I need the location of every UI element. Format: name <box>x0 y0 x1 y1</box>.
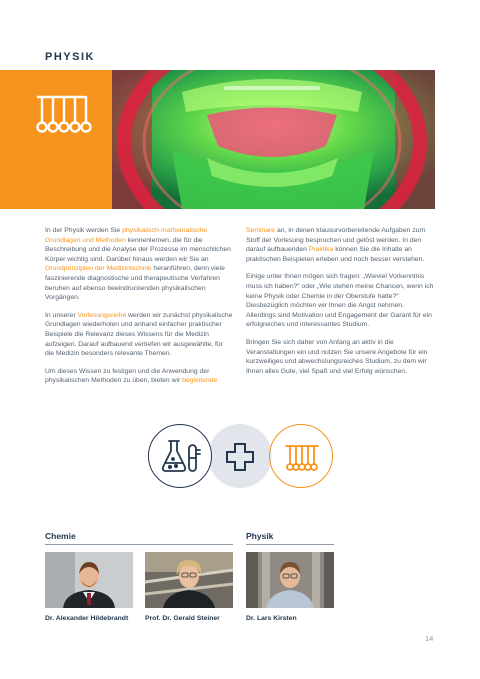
paragraph <box>45 226 233 303</box>
section-divider <box>246 544 334 545</box>
text-run: kennenlernen, die für die Beschreibung und die Analyse der Prozesse im menschlichen Körper wichtig sind. Darüber hinaus werden wir Sie an <box>45 236 231 263</box>
text-run: Einige unter Ihnen mögen sich fragen: „Wieviel Vorkenntnis muss ich haben?“ oder „Wie stehen meine Chancen, wenn ich keine Physik oder Chemie in der Oberstufe hatte?“ Diesbezüglich möchten wir Ihnen die Angst nehmen. Allerdings sind Motivation und Engagement der Garant für ein erfolgreiches und interessantes Studium. <box>246 273 434 329</box>
text-run: an, in denen klausurvorbereitende Aufgaben zum Stoff der Vorlesung besprochen und gelöst werden. In den darauf aufbauenden <box>246 227 426 254</box>
physics-banner-tile <box>0 70 112 209</box>
paragraph <box>45 367 233 386</box>
paragraph <box>246 272 434 330</box>
plus-icon <box>208 424 272 488</box>
text-run: heranführen, denn viele faszinierende diagnostische und therapeutische Verfahren beruhen auf ebenso beeindruckenden physikalischen Vorgängen. <box>45 265 225 302</box>
page-title: PHYSIK <box>45 51 95 63</box>
flask-icon <box>149 425 213 489</box>
portrait-photo <box>246 552 334 608</box>
plus-circle <box>208 424 272 488</box>
portrait-photo <box>145 552 233 608</box>
section-title-chemie: Chemie <box>45 531 76 541</box>
text-run: können Sie die Inhalte an praktischen Beispielen erleben und noch besser verstehen. <box>246 246 425 263</box>
chemistry-circle <box>148 424 212 488</box>
text-run: In der Physik werden Sie <box>45 227 123 234</box>
highlighted-term: Grundprinzipien der Medizintechnik <box>45 265 152 273</box>
body-text-column-left <box>45 226 233 394</box>
highlighted-term: Vorlesungsreihe <box>77 311 127 319</box>
paragraph <box>45 311 233 359</box>
paragraph <box>246 338 434 376</box>
body-text-column-right <box>246 226 434 384</box>
paragraph <box>246 226 434 264</box>
section-divider <box>45 544 233 545</box>
person-name: Dr. Lars Kirsten <box>246 615 297 622</box>
highlighted-term: Seminare <box>246 227 276 234</box>
section-title-physik: Physik <box>246 531 274 541</box>
highlighted-term: Praktika <box>308 246 334 254</box>
newtons-cradle-icon <box>270 425 334 489</box>
text-run: werden wir zunächst physikalische Grundlagen wiederholen und anhand einfacher praktischer Beispiele die Relevanz dieses Wissens für die Medizin aufzeigen. Darauf aufbauend vertiefen wir ausgewählte, für die Medizin besonders relevante Themen. <box>45 311 233 358</box>
highlighted-term: physikalisch-mathematische Grundlagen und Methoden <box>45 227 208 244</box>
person-name: Dr. Alexander Hildebrandt <box>45 615 129 622</box>
text-run: Bringen Sie sich daher von Anfang an aktiv in die Veranstaltungen ein und nutzen Sie unsere Angebote für ein kurzweiliges und abwechslungsreiches Studium, zu dem wir Ihnen alles Gute, viel Spaß und viel Erfolg wünschen. <box>246 338 428 375</box>
person-name: Prof. Dr. Gerald Steiner <box>145 615 220 622</box>
portrait-photo <box>45 552 133 608</box>
mri-scanner-image <box>112 70 435 209</box>
newtons-cradle-icon <box>0 70 112 209</box>
page-number: 14 <box>425 634 434 643</box>
highlighted-term: begleitende <box>182 377 218 385</box>
text-run: Um dieses Wissen zu festigen und die Anwendung der physikalischen Methoden zu üben, bieten wir <box>45 367 210 385</box>
text-run: In unserer <box>45 311 78 319</box>
physics-circle <box>269 424 333 488</box>
